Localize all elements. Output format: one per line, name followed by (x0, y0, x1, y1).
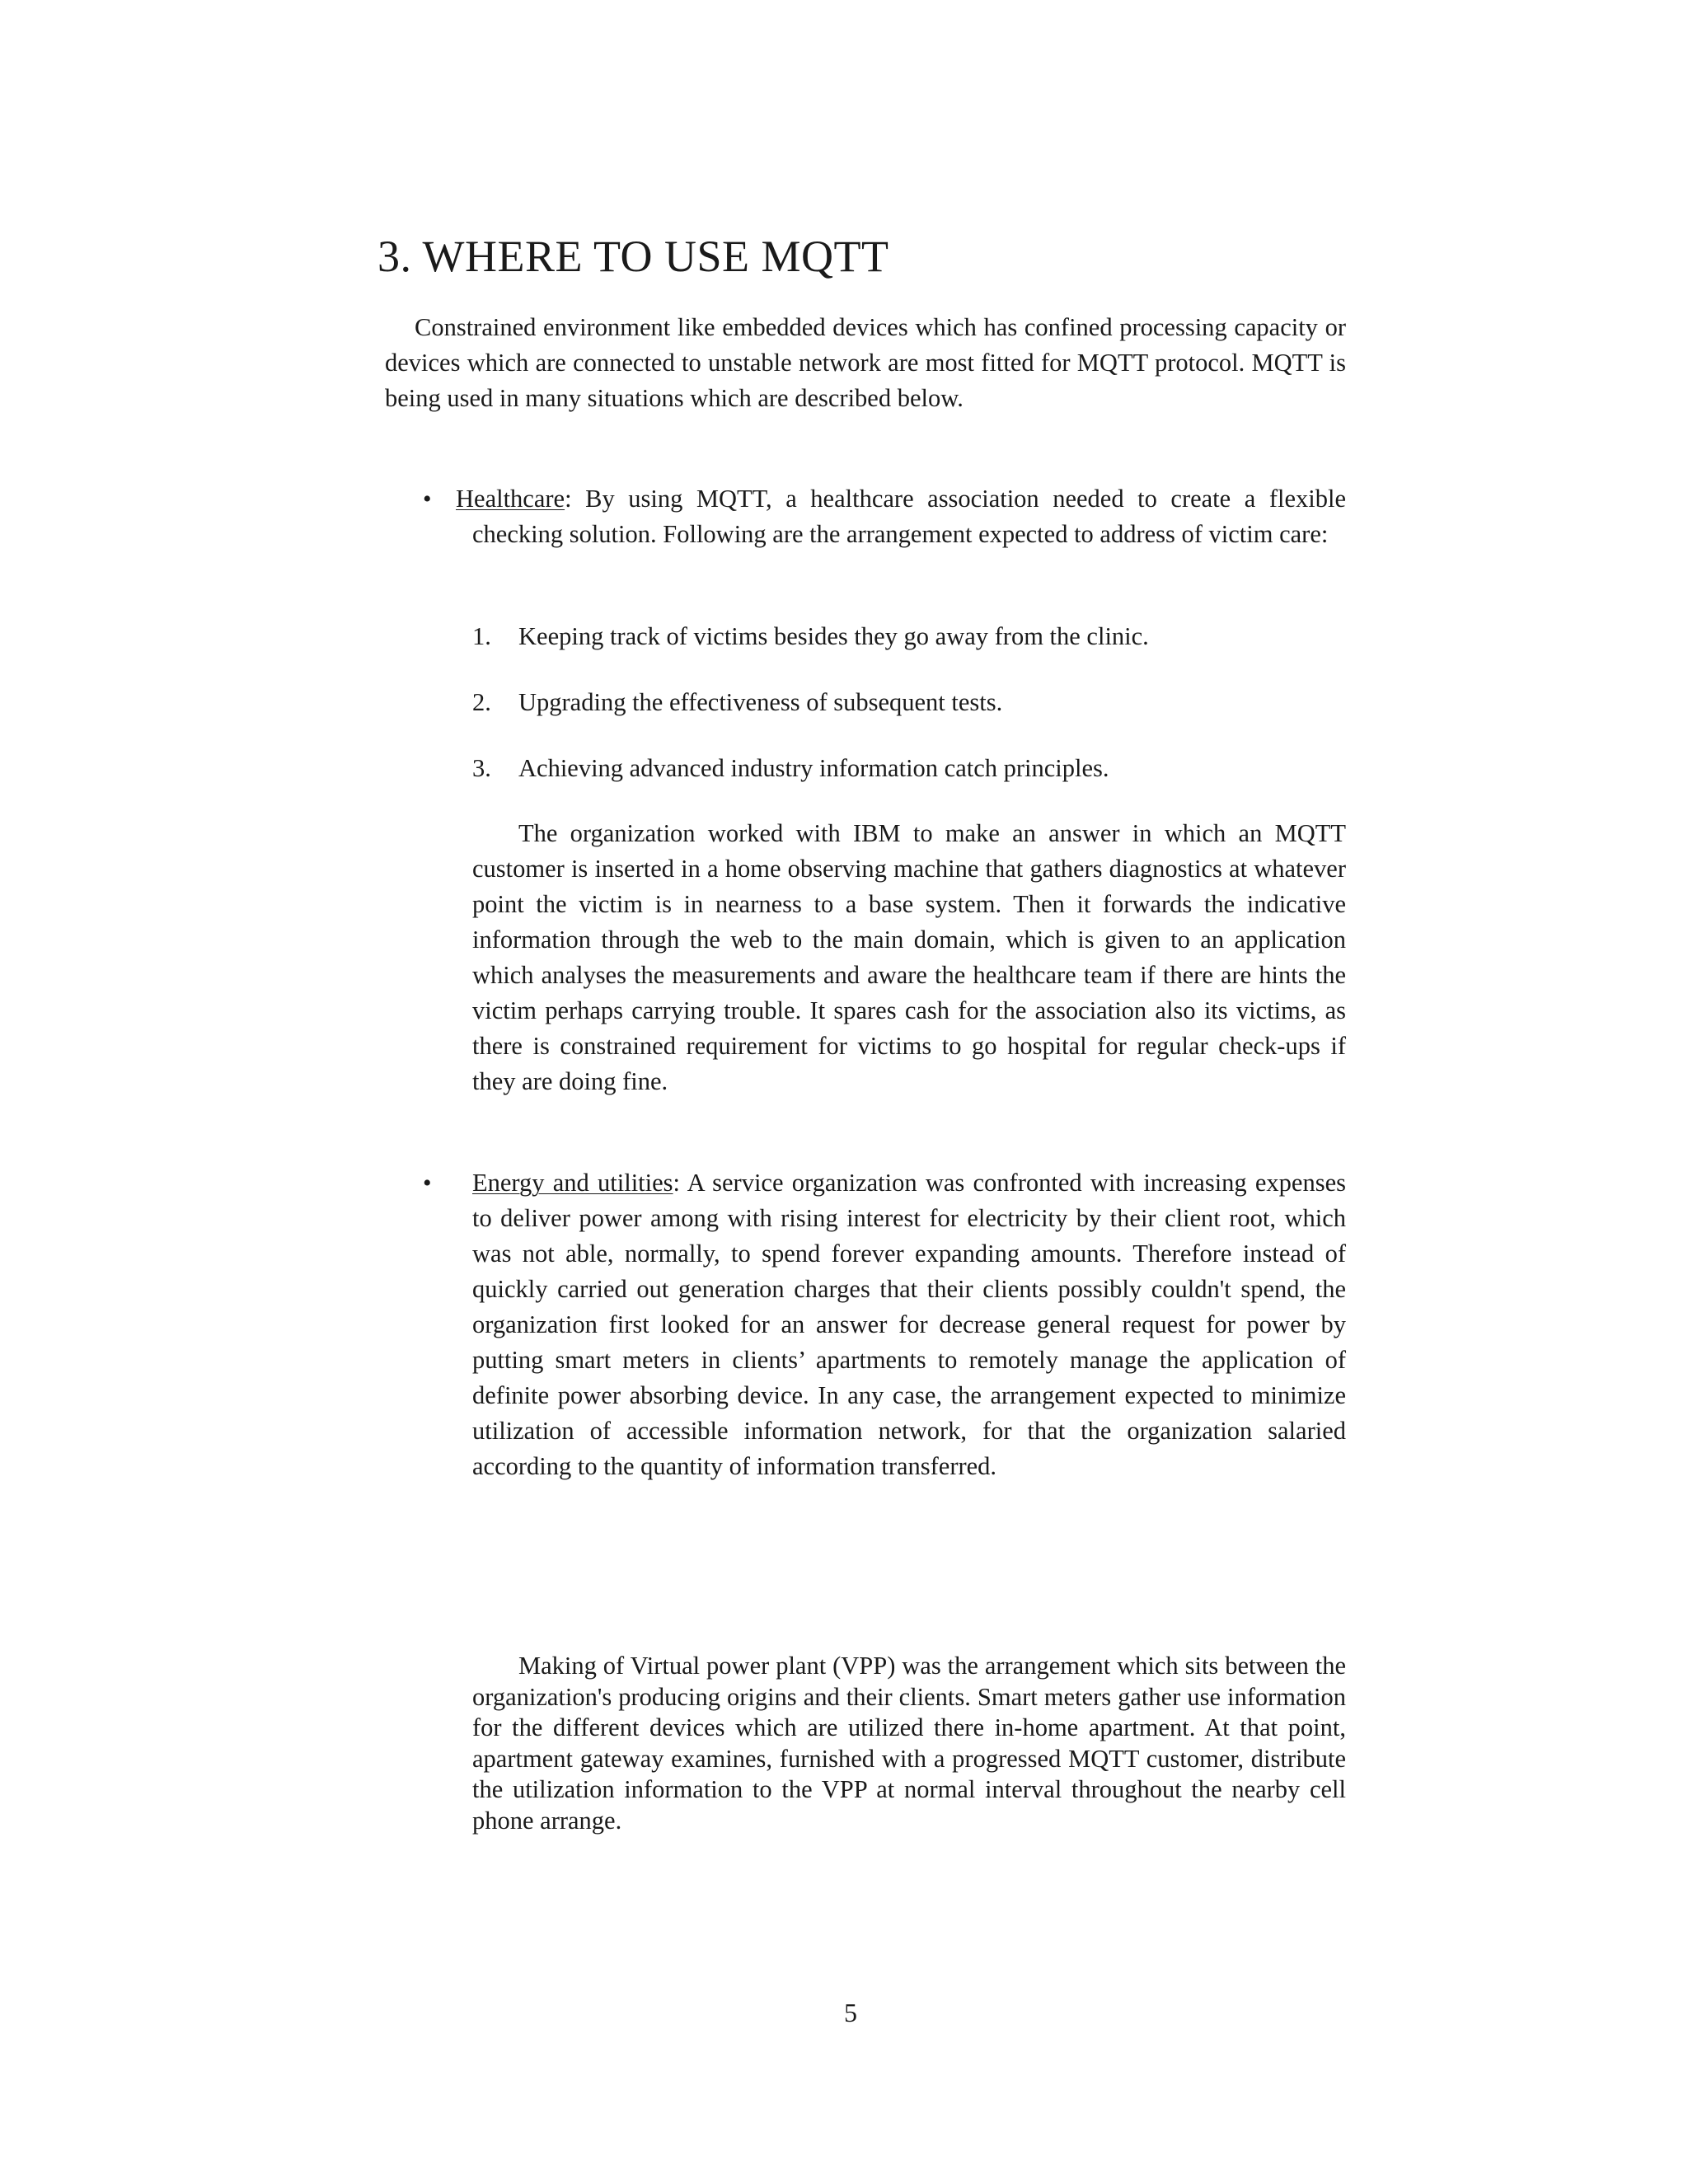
vpp-paragraph: Making of Virtual power plant (VPP) was the arrangement which sits between the organization's producing origins and their clients. Smart meters gather use information for the different devices which are utilized there in-home apartment. At that point, apartment gateway examines, furnished with a progressed MQTT customer, distribute the utilization information to the VPP at normal interval throughout the nearby cell phone arrange. (472, 1652, 1346, 1835)
energy-term: Energy and utilities (472, 1169, 673, 1197)
list-text: Keeping track of victims besides they go away from the clinic. (518, 622, 1149, 650)
list-number: 2. (472, 688, 491, 716)
list-text: Achieving advanced industry information catch principles. (518, 754, 1109, 782)
bullet-dot: • (423, 485, 432, 513)
list-number: 1. (472, 622, 491, 650)
healthcare-text: By using MQTT, a healthcare association needed to create a flexible checking solution. Following are the arrangement expected to address of victim care: (472, 485, 1346, 548)
healthcare-bullet (456, 481, 1346, 552)
intro-paragraph: Constrained environment like embedded devices which has confined processing capacity or devices which are connected to unstable network are most fitted for MQTT protocol. MQTT is being used in many situations which are described below. (385, 313, 1346, 412)
healthcare-separator: : (565, 485, 572, 513)
list-text: Upgrading the effectiveness of subsequent tests. (518, 688, 1003, 716)
bullet-dot: • (423, 1169, 432, 1197)
energy-separator: : (673, 1169, 681, 1197)
energy-text: A service organization was confronted with increasing expenses to deliver power among with rising interest for electricity by their client root, which was not able, normally, to spend forever expanding amounts. Therefore instead of quickly carried out generation charges that their clients possibly couldn't spend, the organization first looked for an answer for decrease general request for power by putting smart meters in clients’ apartments to remotely manage the application of definite power absorbing device. In any case, the arrangement expected to minimize utilization of accessible information network, for that the organization salaried according to the quantity of information transferred. (472, 1169, 1346, 1480)
healthcare-paragraph: The organization worked with IBM to make an answer in which an MQTT customer is inserted in a home observing machine that gathers diagnostics at whatever point the victim is in nearness to a base system. Then it forwards the indicative information through the web to the main domain, which is given to an application which analyses the measurements and aware the healthcare team if there are hints the victim perhaps carrying trouble. It spares cash for the association also its victims, as there is constrained requirement for victims to go hospital for regular check-ups if they are doing fine. (472, 819, 1346, 1095)
healthcare-term: Healthcare (456, 485, 565, 513)
page-number: 5 (844, 1998, 857, 2027)
list-number: 3. (472, 754, 491, 782)
energy-bullet (472, 1165, 1346, 1484)
section-heading: 3. WHERE TO USE MQTT (377, 232, 889, 281)
